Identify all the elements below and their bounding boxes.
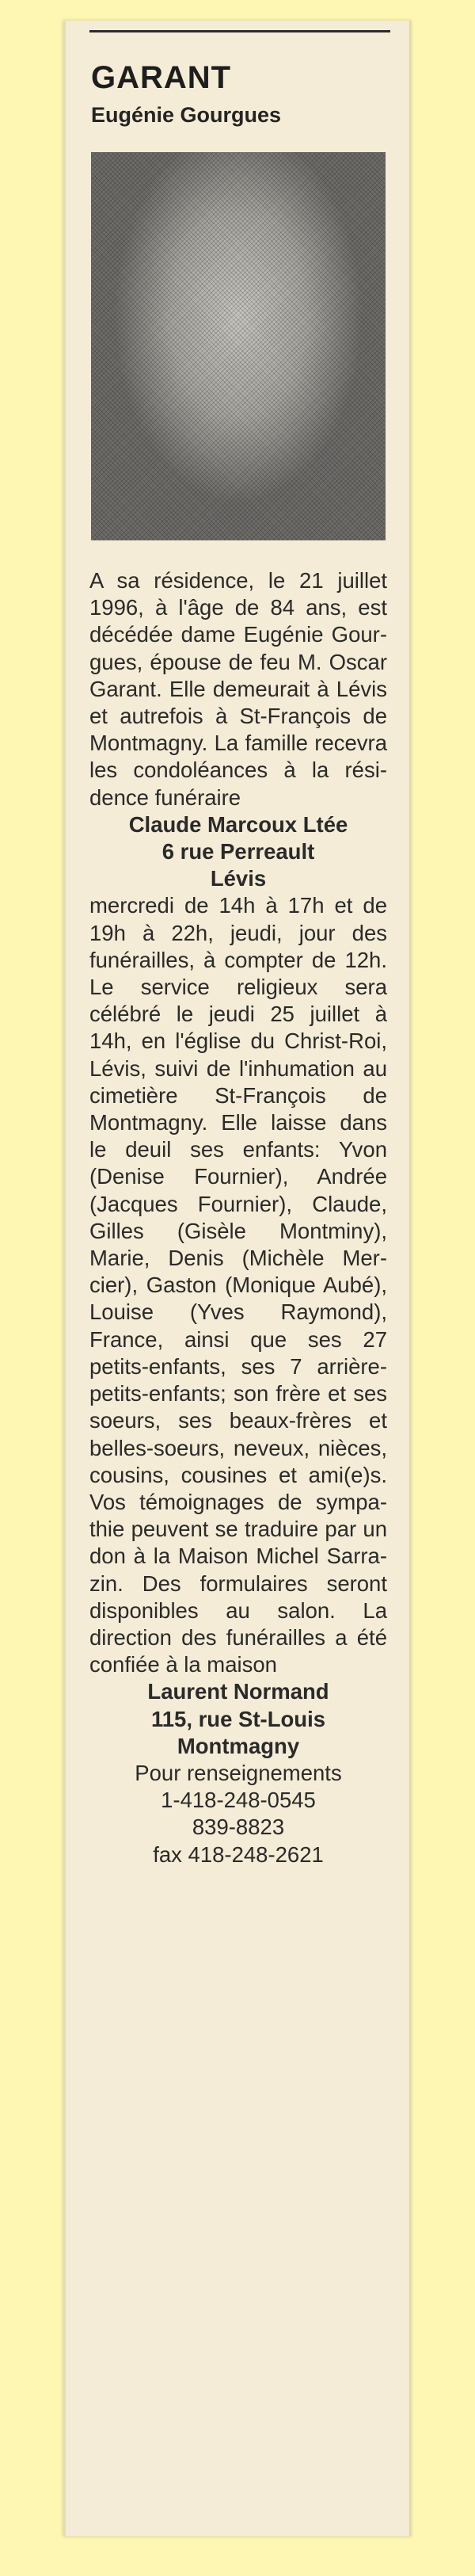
top-rule bbox=[89, 30, 390, 32]
newspaper-clipping bbox=[63, 21, 411, 2536]
contact-fax: fax 418-248-2621 bbox=[153, 1841, 324, 1867]
funeral-home-1-city: Lévis bbox=[210, 866, 267, 891]
deceased-full-name: Eugénie Gourgues bbox=[91, 103, 282, 127]
funeral-home-1-address: 6 rue Perreault bbox=[162, 839, 315, 864]
contact-phone-1: 1-418-248-0545 bbox=[161, 1788, 316, 1813]
obituary-body bbox=[89, 567, 387, 1868]
contact-phone-2: 839-8823 bbox=[192, 1815, 285, 1840]
intro-paragraph: A sa résidence, le 21 juillet 1996, à l'âge de 84 ans, est décédée dame Eugénie Gourgues, épouse de feu M. Oscar Garant. Elle demeurait à Lévis et autrefois à St-François de Montmagny. La famille recevra les condoléances à la résidence funéraire bbox=[89, 568, 387, 810]
contact-label: Pour renseignements bbox=[135, 1760, 342, 1785]
details-paragraph: mercredi de 14h à 17h et de 19h à 22h, jeudi, jour des funérailles, à compter de 12h. Le service religieux sera célébré le jeudi 25 juillet à 14h, en l'église du Christ-Roi, Lévis, suivi de l'inhumation au cimetière St-François de Montmagny. Elle laisse dans le deuil ses enfants: Yvon (Denise Fournier), Andrée (Jacques Fournier), Claude, Gilles (Gisèle Montminy), Marie, Denis (Michèle Mercier), Gaston (Monique Aubé), Louise (Yves Raymond), France, ainsi que ses 27 petits-enfants, ses 7 arrière-petits-enfants; son frère et ses soeurs, ses beaux-frères et belles-soeurs, neveux, nièces, cousins, cousines et ami(e)s. Vos témoignages de sympathie peuvent se traduire par un don à la Maison Michel Sarrazin. Des formulaires seront disponibles au salon. La direction des funérailles a été confiée à la maison bbox=[89, 893, 387, 1677]
funeral-home-2-address: 115, rue St-Louis bbox=[150, 1706, 326, 1731]
funeral-home-2-name: Laurent Normand bbox=[147, 1679, 329, 1704]
funeral-home-2-city: Montmagny bbox=[177, 1733, 300, 1758]
funeral-home-1-name: Claude Marcoux Ltée bbox=[128, 811, 348, 837]
portrait-photo bbox=[91, 152, 386, 540]
deceased-surname: GARANT bbox=[91, 60, 232, 95]
